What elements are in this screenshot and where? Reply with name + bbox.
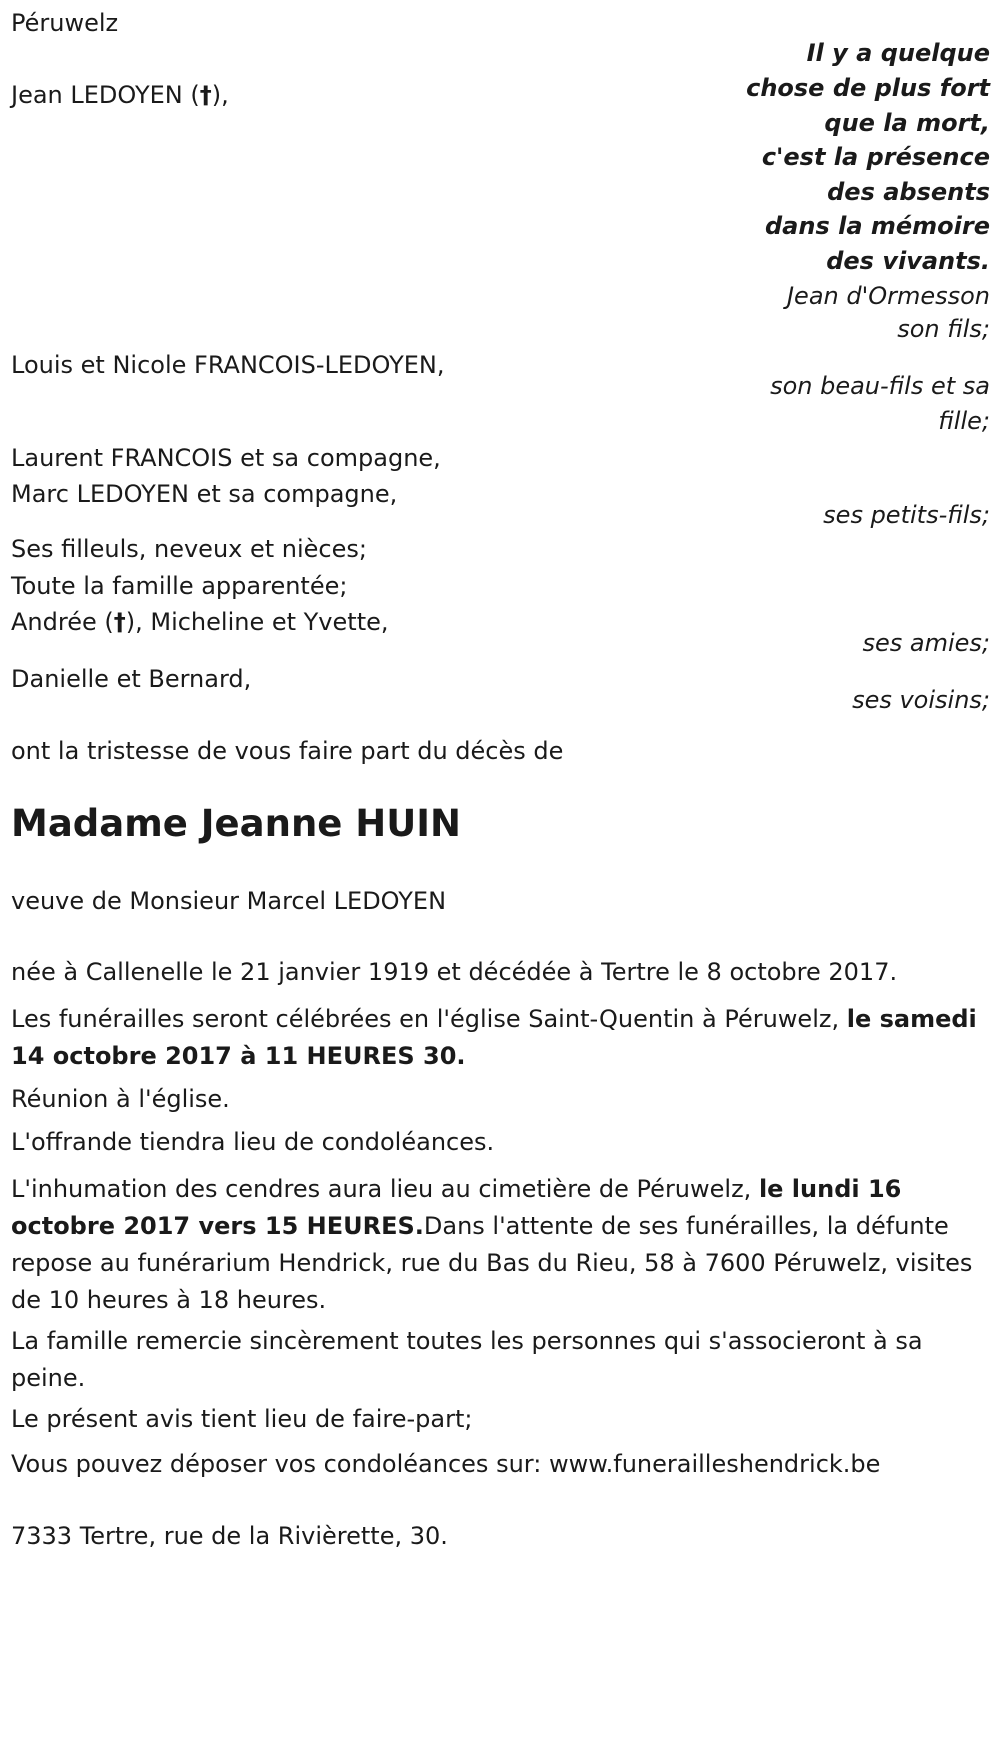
grandson-1: Laurent FRANCOIS et sa compagne, xyxy=(11,444,441,472)
friends-text-b: ), Micheline et Yvette, xyxy=(125,608,389,636)
burial-text: L'inhumation des cendres aura lieu au cimetière de Péruwelz, xyxy=(11,1175,759,1203)
burial-paragraph xyxy=(11,1171,991,1319)
town-heading: Péruwelz xyxy=(11,9,119,37)
son-name-suffix: ), xyxy=(211,81,229,109)
friends-line xyxy=(11,605,389,639)
grandsons-relation: ses petits-fils; xyxy=(823,501,990,529)
spouse-line: veuve de Monsieur Marcel LEDOYEN xyxy=(11,887,447,915)
neighbours-names: Danielle et Bernard, xyxy=(11,665,252,693)
quote-line: que la mort, xyxy=(824,109,990,137)
friends-relation: ses amies; xyxy=(862,629,990,657)
offering-line: L'offrande tiendra lieu de condoléances. xyxy=(11,1128,495,1156)
son-name-text: Jean LEDOYEN ( xyxy=(11,81,200,109)
meeting-line: Réunion à l'église. xyxy=(11,1085,230,1113)
address-line: 7333 Tertre, rue de la Rivièrette, 30. xyxy=(11,1522,448,1550)
friends-text-a: Andrée ( xyxy=(11,608,114,636)
quote-line: chose de plus fort xyxy=(746,74,990,102)
son-relation: son fils; xyxy=(897,315,990,343)
condolences-line: Vous pouvez déposer vos condoléances sur: www.funerailleshendrick.be xyxy=(11,1450,881,1478)
birth-death-line: née à Callenelle le 21 janvier 1919 et décédée à Tertre le 8 octobre 2017. xyxy=(11,958,898,986)
burial-date: le lundi 16 octobre 2017 vers 15 HEURES. xyxy=(11,1175,902,1240)
quote-line: dans la mémoire xyxy=(765,212,990,240)
children-in-law-relation-1: son beau-fils et sa xyxy=(770,372,990,400)
funeral-date: le samedi 14 octobre 2017 à 11 HEURES 30. xyxy=(11,1005,977,1070)
funeral-text: Les funérailles seront célébrées en l'église Saint-Quentin à Péruwelz, xyxy=(11,1005,847,1033)
quote-line: des vivants. xyxy=(826,247,990,275)
neighbours-relation: ses voisins; xyxy=(852,686,990,714)
godchildren-line: Ses filleuls, neveux et nièces; xyxy=(11,535,367,563)
quote-line: Il y a quelque xyxy=(806,39,990,67)
cross-icon: † xyxy=(113,608,126,636)
visitation-text: Dans l'attente de ses funérailles, la défunte repose au funérarium Hendrick, rue du Bas du Rieu, 58 à 7600 Péruwelz, visites de 10 heures à 18 heures. xyxy=(11,1212,973,1314)
quote-author: Jean d'Ormesson xyxy=(786,282,990,310)
children-in-law-names: Louis et Nicole FRANCOIS-LEDOYEN, xyxy=(11,351,445,379)
son-name xyxy=(11,78,229,112)
cross-icon: † xyxy=(199,81,212,109)
announcement-text: ont la tristesse de vous faire part du décès de xyxy=(11,737,564,765)
thanks-paragraph: La famille remercie sincèrement toutes les personnes qui s'associeront à sa peine. xyxy=(11,1327,923,1392)
children-in-law-relation-2: fille; xyxy=(938,407,990,435)
quote-line: c'est la présence xyxy=(761,143,990,171)
deceased-name: Madame Jeanne HUIN xyxy=(11,802,461,845)
grandson-2: Marc LEDOYEN et sa compagne, xyxy=(11,480,398,508)
notice-line: Le présent avis tient lieu de faire-part; xyxy=(11,1405,473,1433)
family-line: Toute la famille apparentée; xyxy=(11,572,348,600)
funeral-paragraph xyxy=(11,1001,991,1075)
quote-line: des absents xyxy=(827,178,990,206)
